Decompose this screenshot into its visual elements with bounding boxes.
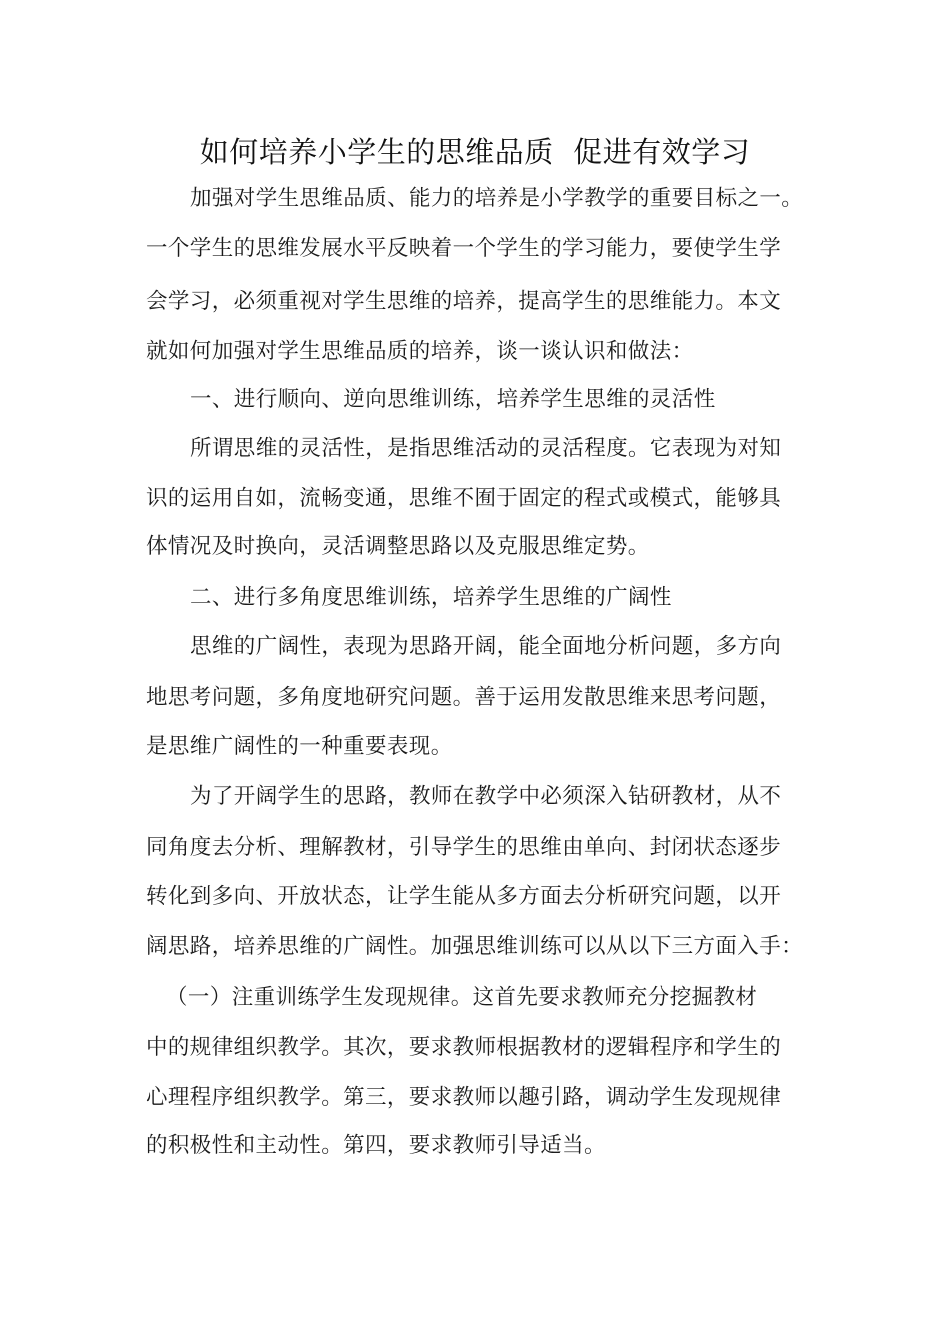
paragraph-line: 是思维广阔性的一种重要表现。 [146, 734, 453, 759]
document-title: 如何培养小学生的思维品质 促进有效学习 [199, 135, 751, 169]
paragraph-line: 同角度去分析、理解教材，引导学生的思维由单向、封闭状态逐步 [146, 835, 782, 860]
paragraph-line: 所谓思维的灵活性，是指思维活动的灵活程度。它表现为对知 [190, 436, 782, 461]
paragraph-line: 识的运用自如，流畅变通，思维不囿于固定的程式或模式，能够具 [146, 486, 782, 511]
section-heading: 二、进行多角度思维训练，培养学生思维的广阔性 [190, 585, 672, 610]
paragraph-line: 的积极性和主动性。第四，要求教师引导适当。 [146, 1133, 606, 1158]
paragraph-line: 会学习，必须重视对学生思维的培养，提高学生的思维能力。本文 [146, 289, 782, 314]
paragraph-line: 体情况及时换向，灵活调整思路以及克服思维定势。 [146, 534, 650, 559]
paragraph-line: 转化到多向、开放状态，让学生能从多方面去分析研究问题，以开 [146, 884, 782, 909]
paragraph-line: 心理程序组织教学。第三，要求教师以趣引路，调动学生发现规律 [146, 1085, 782, 1110]
section-heading: 一、进行顺向、逆向思维训练，培养学生思维的灵活性 [190, 387, 716, 412]
paragraph-line: 加强对学生思维品质、能力的培养是小学教学的重要目标之一。 [190, 186, 804, 211]
paragraph-line: 地思考问题，多角度地研究问题。善于运用发散思维来思考问题， [146, 685, 782, 710]
paragraph-line: 思维的广阔性，表现为思路开阔，能全面地分析问题，多方向 [190, 634, 782, 659]
paragraph-line: 就如何加强对学生思维品质的培养，谈一谈认识和做法： [146, 339, 694, 364]
paragraph-line: （一）注重训练学生发现规律。这首先要求教师充分挖掘教材 [166, 985, 758, 1010]
paragraph-line: 一个学生的思维发展水平反映着一个学生的学习能力，要使学生学 [146, 236, 782, 261]
paragraph-line: 中的规律组织教学。其次，要求教师根据教材的逻辑程序和学生的 [146, 1035, 782, 1060]
paragraph-line: 阔思路，培养思维的广阔性。加强思维训练可以从以下三方面入手： [146, 934, 804, 959]
paragraph-line: 为了开阔学生的思路，教师在教学中必须深入钻研教材，从不 [190, 784, 782, 809]
